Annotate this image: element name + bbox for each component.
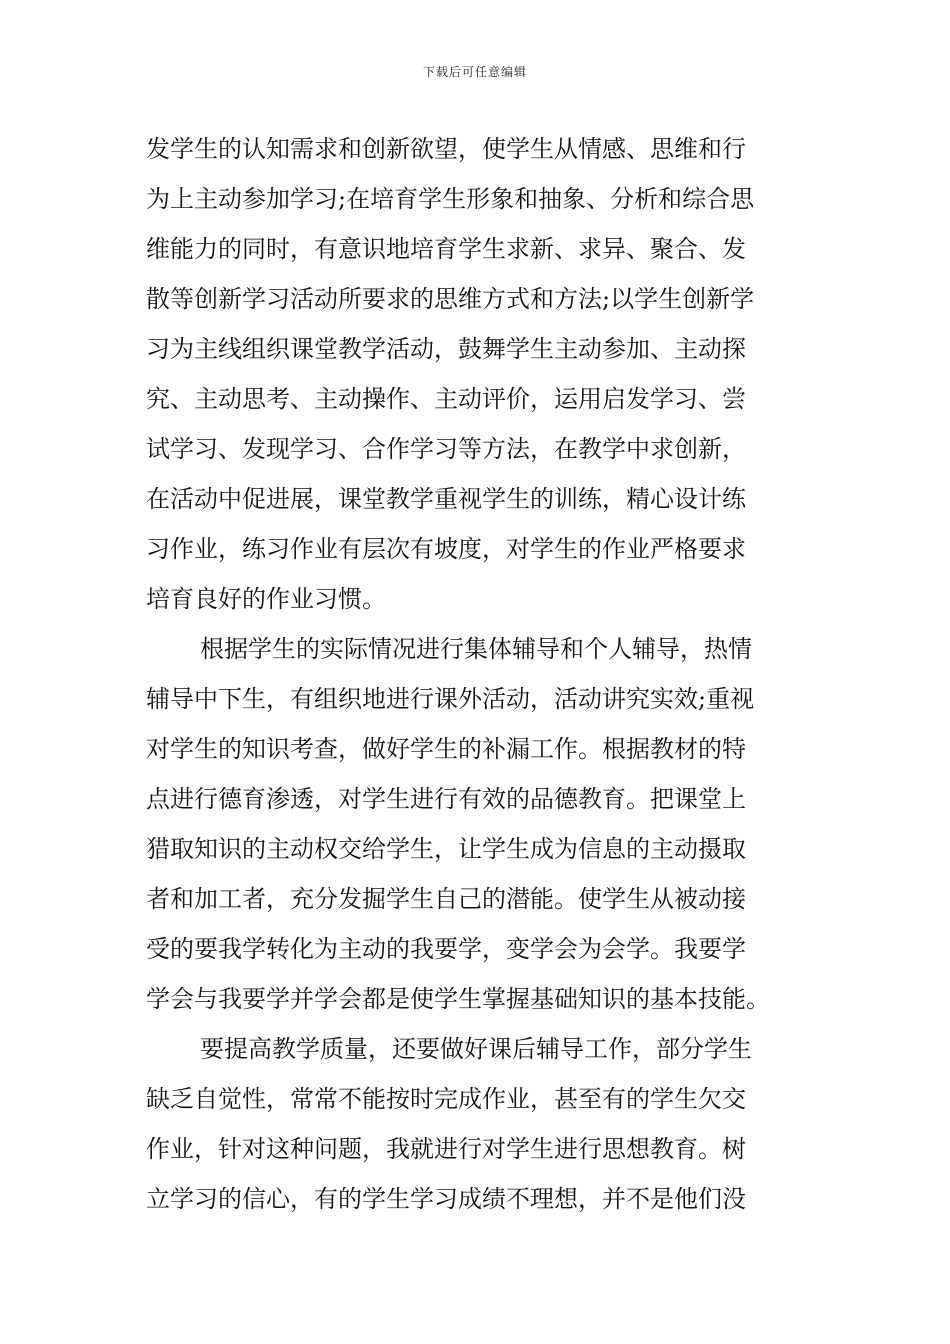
text-line: 作业，针对这种问题，我就进行对学生进行思想教育。树: [146, 1135, 746, 1163]
text-line: 维能力的同时，有意识地培育学生求新、求异、聚合、发: [146, 235, 746, 263]
text-line: 习作业，练习作业有层次有坡度，对学生的作业严格要求: [146, 535, 746, 563]
text-line: 在活动中促进展，课堂教学重视学生的训练，精心设计练: [146, 485, 746, 513]
text-line: 究、主动思考、主动操作、主动评价，运用启发学习、尝: [146, 385, 746, 413]
text-line: 习为主线组织课堂教学活动，鼓舞学生主动参加、主动探: [146, 335, 746, 363]
text-line: 受的要我学转化为主动的我要学，变学会为会学。我要学: [146, 935, 746, 963]
document-body: [146, 124, 816, 1224]
text-line: 立学习的信心，有的学生学习成绩不理想，并不是他们没: [146, 1185, 746, 1213]
page-header: 下载后可任意编辑: [422, 65, 527, 79]
text-line: 为上主动参加学习;在培育学生形象和抽象、分析和综合思: [146, 185, 755, 213]
text-line: 对学生的知识考查，做好学生的补漏工作。根据教材的特: [146, 735, 746, 763]
text-line: 试学习、发现学习、合作学习等方法，在教学中求创新，: [146, 435, 746, 463]
paragraph-start-line: 根据学生的实际情况进行集体辅导和个人辅导，热情: [200, 635, 752, 663]
text-line: 缺乏自觉性，常常不能按时完成作业，甚至有的学生欠交: [146, 1085, 746, 1113]
text-line: 者和加工者，充分发掘学生自己的潜能。使学生从被动接: [146, 885, 746, 913]
text-line: 猎取知识的主动权交给学生，让学生成为信息的主动摄取: [146, 835, 746, 863]
paragraph-start-line: 要提高教学质量，还要做好课后辅导工作，部分学生: [200, 1035, 752, 1063]
text-line: 点进行德育渗透，对学生进行有效的品德教育。把课堂上: [146, 785, 746, 813]
text-line: 学会与我要学并学会都是使学生掌握基础知识的基本技能。: [146, 985, 770, 1013]
text-line: 培育良好的作业习惯。: [146, 585, 386, 613]
text-line: 发学生的认知需求和创新欲望，使学生从情感、思维和行: [146, 135, 746, 163]
text-line: 辅导中下生，有组织地进行课外活动，活动讲究实效;重视: [146, 685, 755, 713]
text-line: 散等创新学习活动所要求的思维方式和方法;以学生创新学: [146, 285, 755, 313]
